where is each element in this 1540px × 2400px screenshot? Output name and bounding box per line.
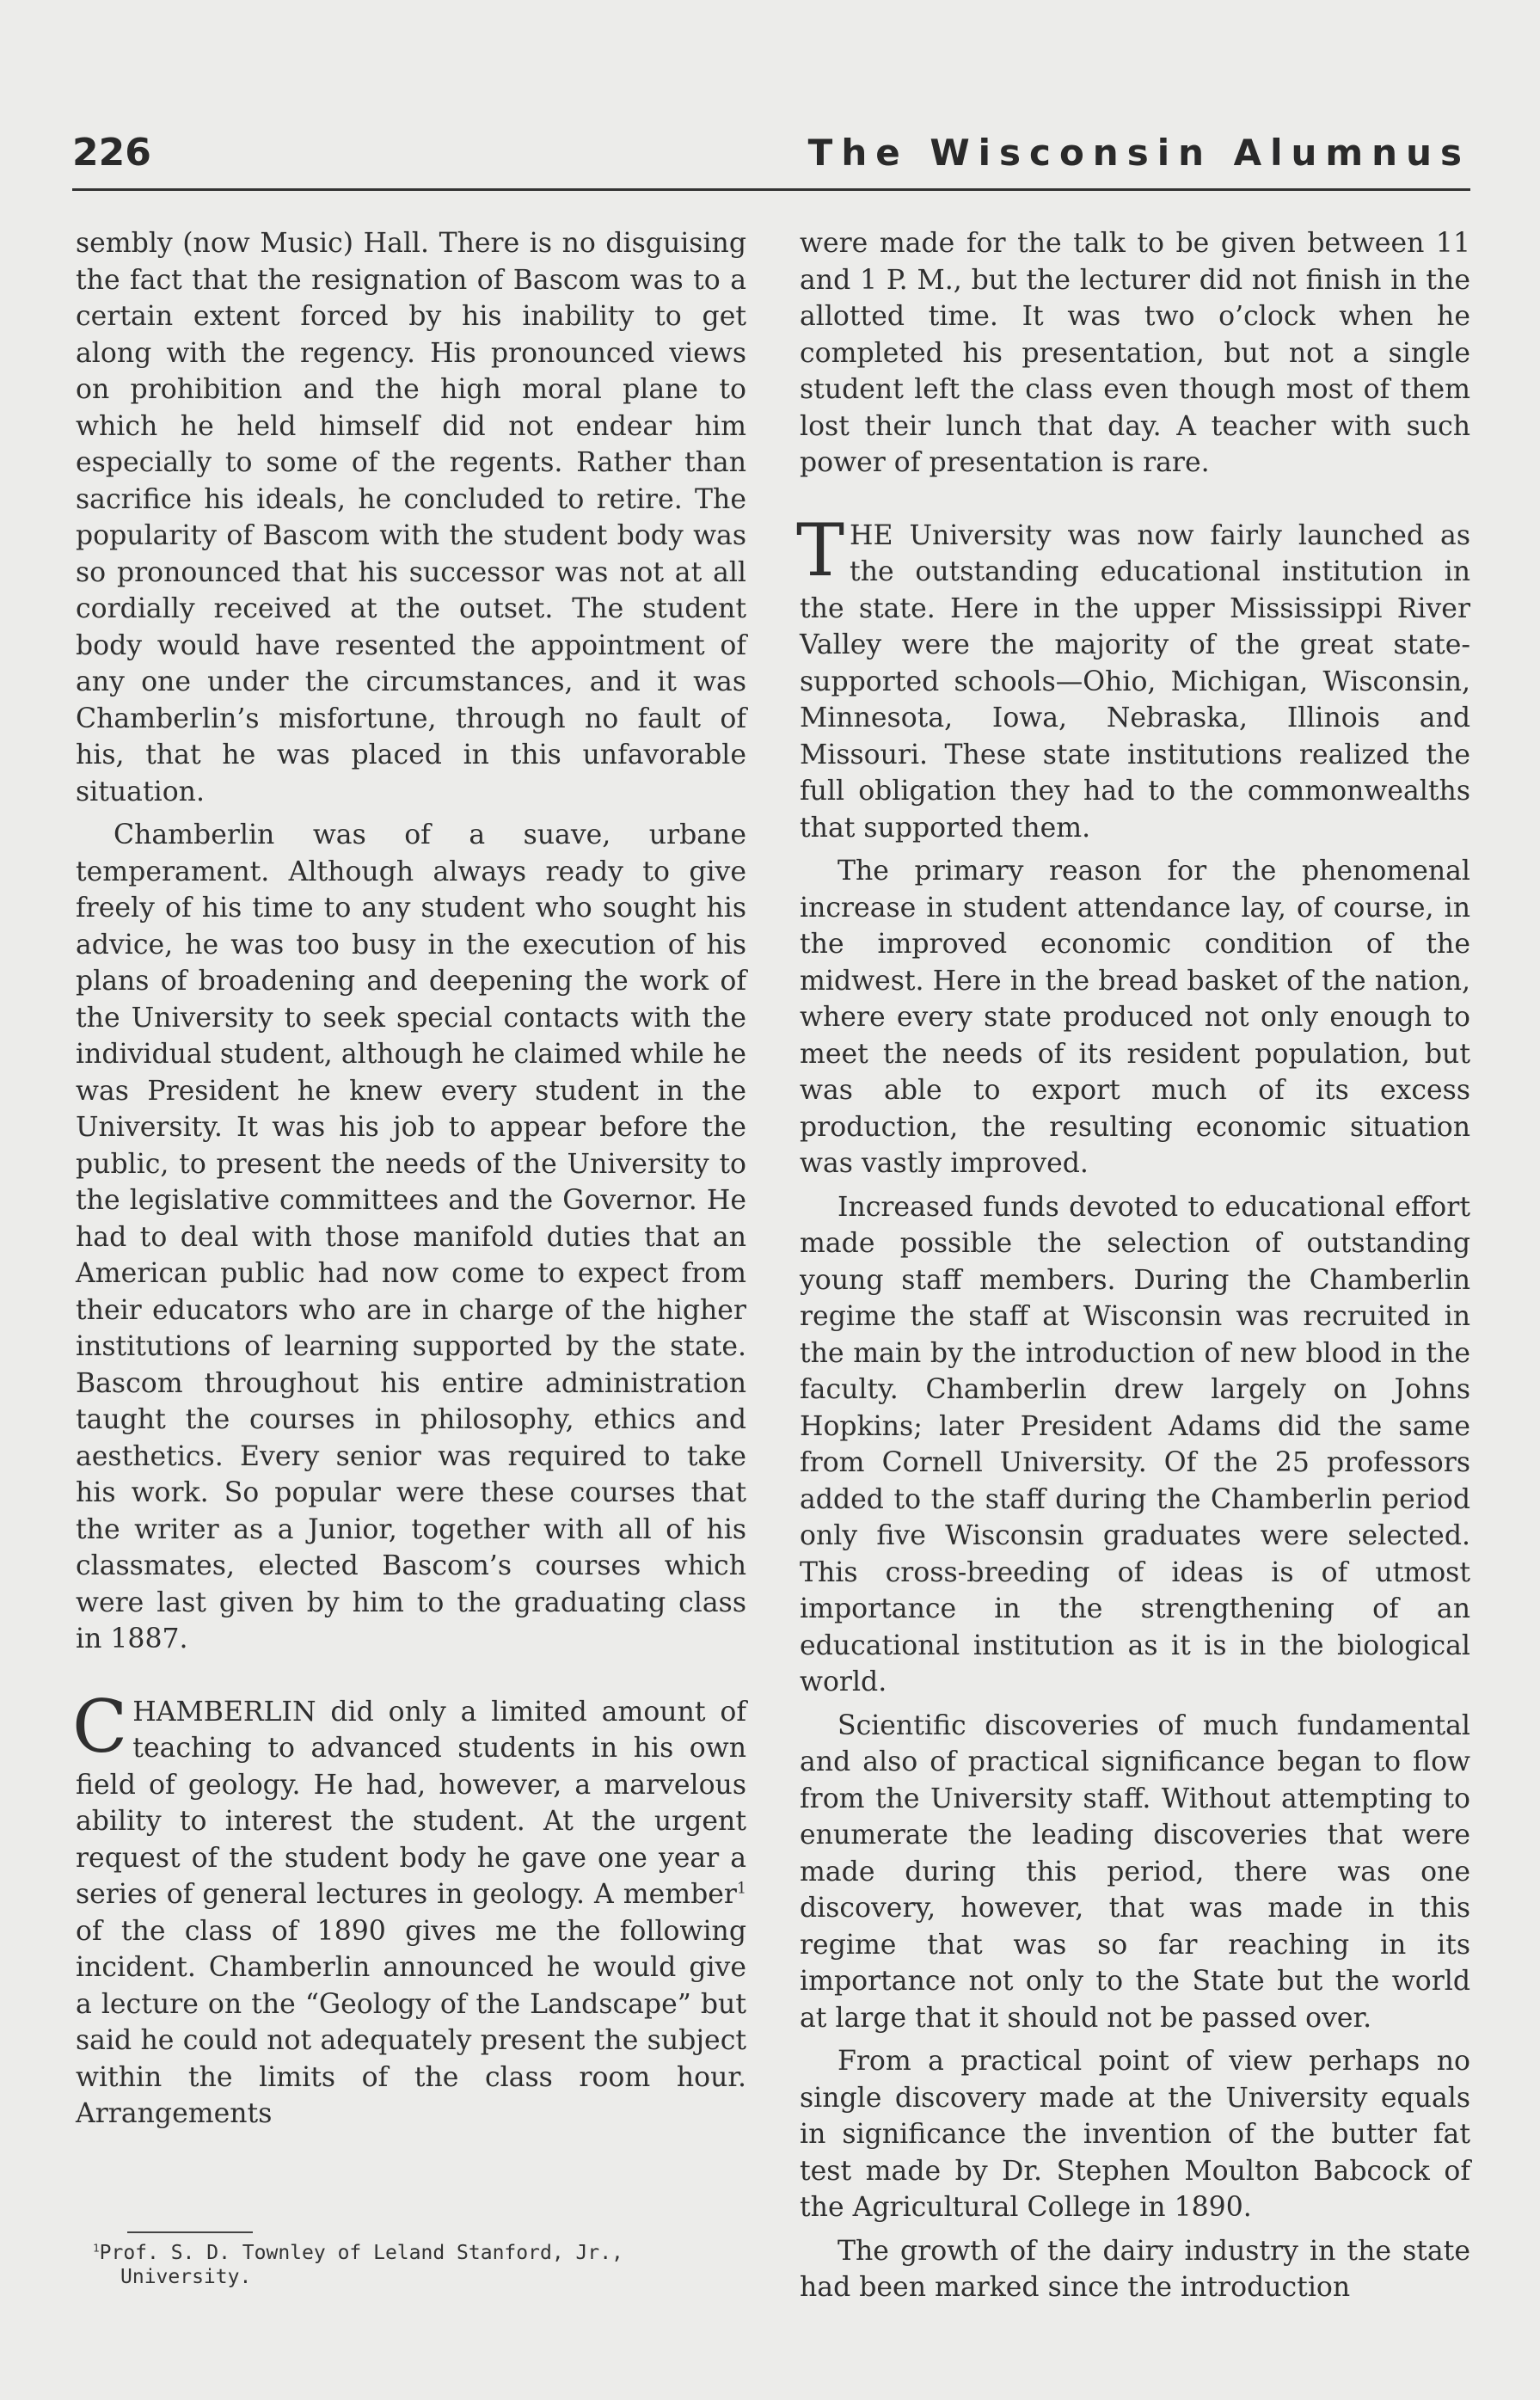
left-column (72, 225, 746, 2139)
footnote (93, 2241, 764, 2289)
page-number: 226 (72, 131, 151, 175)
footnote-text-continued: University. (120, 2266, 252, 2288)
page-header (72, 127, 1470, 187)
paragraph: The growth of the dairy industry in the state had been marked since the introduction (800, 2235, 1470, 2303)
paragraph: The primary reason for the phenomenal increase in student attendance lay, of course, in the improved economic condition of the midwest. Here in the bread basket of the nation, where every state produced not only enough to meet the needs of its resident population, but was able to export much of its excess production, the resulting economic situation was vastly improved. (800, 856, 1470, 1179)
paragraph-text: of the class of 1890 gives me the following incident. Chamberlin announced he would give a lecture on the “Geology of the Landscape” but said he could not adequately present the subject within the limits of the class room hour. Arrangements (76, 1915, 746, 2129)
right-column (796, 225, 1470, 2313)
footnote-text: Prof. S. D. Townley of Leland Stanford, Jr., (99, 2242, 623, 2264)
paragraph: From a practical point of view perhaps no single discovery made at the University equals in significance the invention of the butter fat test made by Dr. Stephen Moulton Babcock of the Agricultural College in 1890. (800, 2046, 1470, 2223)
paragraph-text: HE University was now fairly launched as the outstanding educational institution in the state. Here in the upper Mississippi River Valley were the majority of the great state-supported schools—Ohio, Michigan, Wisconsin, Minnesota, Iowa, Nebraska, Illinois and Missouri. These state institutions realized the full obligation they had to the commonwealths that supported them. (800, 519, 1470, 844)
section-paragraph (72, 1684, 746, 2133)
footnote-rule (127, 2231, 253, 2233)
header-rule (72, 188, 1470, 191)
drop-cap: T (796, 507, 845, 592)
paragraph: were made for the talk to be given between 11 and 1 P. M., but the lecturer did not finish in the allotted time. It was two o’clock when he completed his presentation, but not a single student left the class even though most of them lost their lunch that day. A teacher with such power of presentation is rare. (800, 228, 1470, 478)
section-paragraph (796, 507, 1470, 847)
paragraph: Scientific discoveries of much fundamental and also of practical significance began to flow from the University staff. Without attempting to enumerate the leading discoveries that were made during this period, there was one discovery, however, that was made in this regime that was so far reaching in its importance not only to the State but the world at large that it should not be passed over. (800, 1709, 1470, 2034)
journal-title: The Wisconsin Alumnus (807, 132, 1470, 174)
paragraph: Chamberlin was of a suave, urbane temperament. Although always ready to give freely of his time to any student who sought his advice, he was too busy in the execution of his plans of broadening and deepening the work of the University to seek special contacts with the individual student, although he claimed while he was President he knew every student in the University. It was his job to appear before the public, to present the needs of the University to the legislative committees and the Governor. He had to deal with those manifold duties that an American public had now come to expect from their educators who are in charge of the higher institutions of learning supported by the state. Bascom throughout his entire administration taught the courses in philosophy, ethics and aesthetics. Every senior was required to take his work. So popular were these courses that the writer as a Junior, together with all of his classmates, elected Bascom’s courses which were last given by him to the graduating class in 1887. (76, 819, 746, 1654)
footnote-reference: 1 (736, 1880, 746, 1898)
paragraph: Increased funds devoted to educational effort made possible the selection of outstanding young staff members. During the Chamberlin regime the staff at Wisconsin was recruited in the main by the introduction of new blood in the faculty. Chamberlin drew largely on Johns Hopkins; later President Adams did the same from Cornell University. Of the 25 professors added to the staff during the Chamberlin period only five Wisconsin graduates were selected. This cross-breeding of ideas is of utmost importance in the strengthening of an educational institution as it is in the biological world. (800, 1191, 1470, 1697)
drop-cap: C (72, 1684, 128, 1769)
paragraph: sembly (now Music) Hall. There is no disguising the fact that the resignation of Bascom was to a certain extent forced by his inability to get along with the regency. His pronounced views on prohibition and the high moral plane to which he held himself did not endear him especially to some of the regents. Rather than sacrifice his ideals, he concluded to retire. The popularity of Bascom with the student body was so pronounced that his successor was not at all cordially received at the outset. The student body would have resented the appointment of any one under the circumstances, and it was Chamberlin’s misfortune, through no fault of his, that he was placed in this unfavorable situation. (76, 228, 746, 807)
footnote-marker: 1 (93, 2241, 100, 2255)
paragraph-text: HAMBERLIN did only a limited amount of teaching to advanced students in his own field of geology. He had, however, a marvelous ability to interest the student. At the urgent request of the student body he gave one year a series of general lectures in geology. A member (76, 1696, 746, 1910)
